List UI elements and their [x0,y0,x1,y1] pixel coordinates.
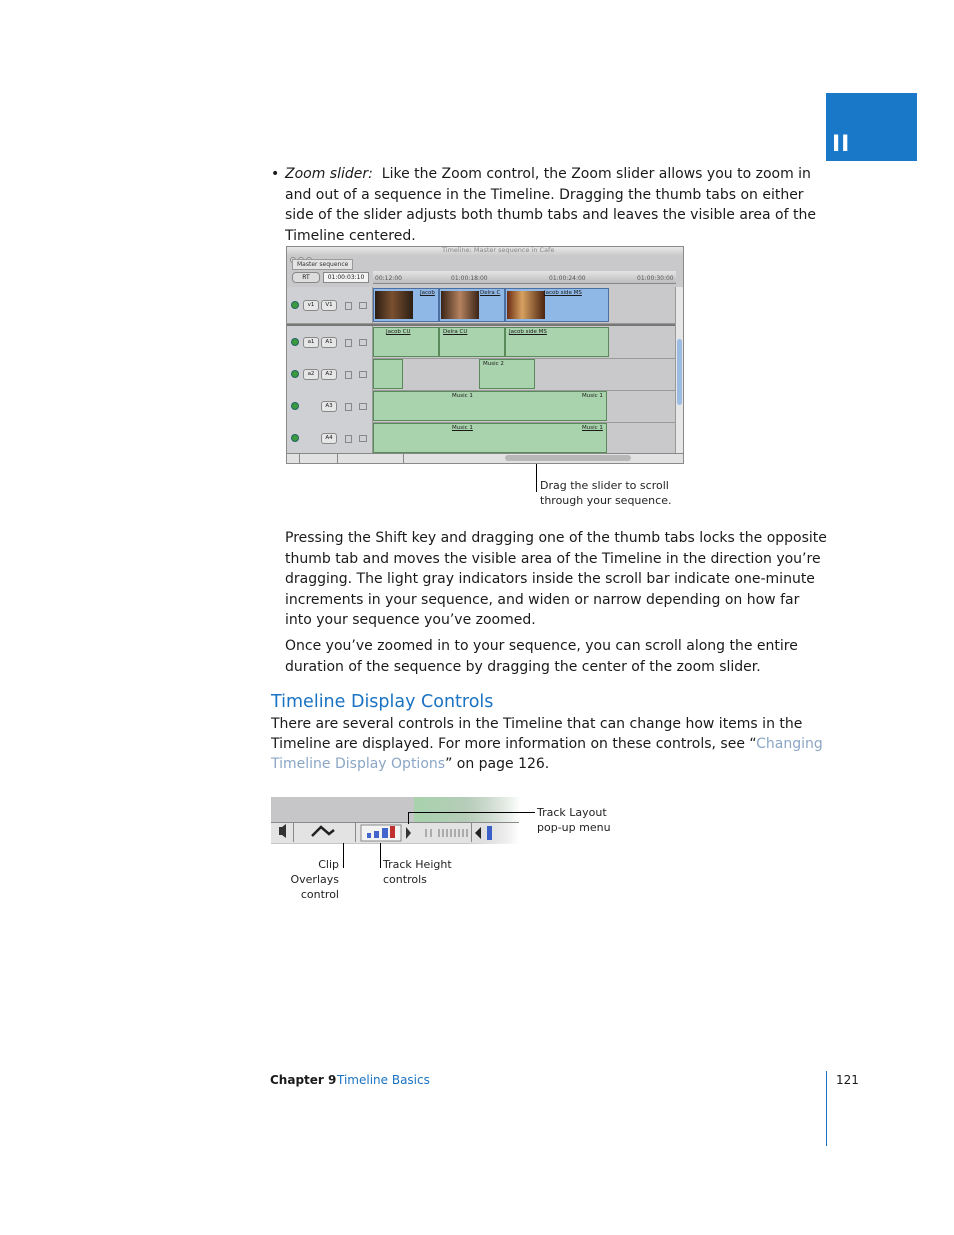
controls-drawing [271,823,519,843]
speaker-icon [279,824,286,838]
bullet-dot: • [271,166,280,182]
clip-name: Music 2 [483,361,504,367]
track-layout-triangle [406,827,411,839]
clip-name: Music 1 [452,425,473,431]
speaker-icon [291,434,299,442]
audio-clip [479,359,535,389]
body-paragraph: Pressing the Shift key and dragging one of the thumb tabs locks the opposite thumb tab and moves the visible area of the Timeline in the direction you’re dragging. The light gray indicators inside the scroll bar indicate one-minute increments in your sequence, and widen or narrow depending on how far into your sequence you’ve zoomed. [285,530,827,628]
video-clip [373,288,439,322]
speaker-icon [291,370,299,378]
time-ruler [373,271,676,284]
auto-select-icon [359,371,367,378]
track-a1 [287,326,678,359]
track-v1 [287,287,678,324]
audio-clip [373,391,607,421]
clip-overlays-icon [312,827,334,836]
callout-line [343,843,344,868]
bar-separator [403,454,404,463]
audio-clip [373,423,607,453]
timecode-field: 01:00:03:10 [323,272,369,283]
lock-icon [345,435,352,443]
lock-icon [345,403,352,411]
bar-separator [299,454,300,463]
ruler-tick: 00:12:00 [375,275,402,282]
track-a3 [287,390,678,423]
clip-name: Music 1 [582,425,603,431]
dest-patch: V1 [321,300,337,311]
track-height-caption: Track Height controls [383,858,452,886]
timeline-controls-screenshot [271,797,519,844]
section-heading: Timeline Display Controls [271,692,494,712]
zoom-slider-thumb [505,455,631,461]
timeline-screenshot [286,246,684,464]
bullet-text: Like the Zoom control, the Zoom slider allows you to zoom in and out of a sequence in the Timeline. Dragging the thumb tabs on either side of the slider adjusts both thumb tabs and leaves the visible area of the Timeline centered. [285,166,816,244]
auto-select-icon [359,339,367,346]
audio-clip [439,327,505,357]
callout-line [536,464,537,492]
dest-patch: A1 [321,337,337,348]
timeline-window-title: Timeline: Master sequence in Cafe [442,246,555,254]
body-paragraph: Once you’ve zoomed in to your sequence, you can scroll along the entire duration of the sequence by dragging the center of the zoom slider. [285,638,798,675]
ruler-tick: 01:00:24:00 [549,275,586,282]
clip-thumbnail [507,291,545,319]
clip-name: Jacob side MS [509,329,547,335]
bar-separator [471,822,472,842]
video-clip [439,288,505,322]
track-controls [287,326,373,358]
clip-name: Music 1 [452,393,473,399]
track-controls [287,390,373,422]
page-number: 121 [836,1073,859,1087]
footer-rule [826,1071,827,1146]
bar-separator [293,822,294,842]
video-clip [505,288,609,322]
clip-thumbnail [375,291,413,319]
intro-text-end: ” on page 126. [445,756,550,772]
controls-strip [271,822,519,843]
part-tab-label: II [832,132,851,157]
track-controls [287,358,373,390]
speaker-icon [291,338,299,346]
speaker-icon [291,402,299,410]
bar-separator [337,454,338,463]
auto-select-icon [359,403,367,410]
clip-name: Jacob [420,290,435,296]
track-controls [287,287,373,323]
bullet-term: Zoom slider: [285,166,373,182]
track-a2 [287,358,678,391]
lock-icon [345,302,352,310]
clip-name: Jacob CU [386,329,411,335]
cross-reference-link[interactable]: Changing Timeline Display Options [271,736,823,772]
clip-name: Music 1 [582,393,603,399]
clip-overlays-caption: Clip Overlays control [290,858,339,901]
slider-caption: Drag the slider to scroll through your sequence. [540,479,672,507]
timeline-bottom-bar [287,453,683,463]
track-visibility-icon [291,301,299,309]
source-patch: v1 [303,300,319,311]
ruler-tick: 01:00:18:00 [451,275,488,282]
callout-line [380,843,381,868]
callout-line [408,812,409,824]
audio-clip [505,327,609,357]
track-a4 [287,422,678,454]
ruler-tick: 01:00:30:00 [637,275,674,282]
source-patch: a1 [303,337,319,348]
footer-chapter: Chapter 9 [270,1073,337,1087]
auto-select-icon [359,302,367,309]
audio-track-area [414,797,519,822]
sequence-tab: Master sequence [292,259,353,270]
callout-line [408,812,535,813]
audio-clip [373,359,403,389]
dest-patch: A4 [321,433,337,444]
bar-separator [355,822,356,842]
footer-chapter-title: Timeline Basics [337,1073,430,1087]
part-tab [826,93,917,161]
dest-patch: A2 [321,369,337,380]
clip-name: Jacob side MS [544,290,582,296]
source-patch: a2 [303,369,319,380]
zoom-slider-bullet [271,164,831,246]
track-controls [287,422,373,454]
auto-select-icon [359,435,367,442]
clip-name: Delra C [480,290,501,296]
track-layout-caption: Track Layout pop-up menu [537,806,611,834]
dest-patch: A3 [321,401,337,412]
clip-thumbnail [441,291,479,319]
rt-button: RT [292,272,320,283]
intro-text: There are several controls in the Timeline that can change how items in the Timeline are displayed. For more information on these controls, see “ [271,716,803,752]
lock-icon [345,371,352,379]
vertical-scrollbar [675,287,683,455]
audio-clip [373,327,439,357]
clip-name: Delra CU [443,329,468,335]
scroll-thumb [677,339,682,405]
timeline-title-bar [287,247,683,256]
section-intro [271,714,831,774]
lock-icon [345,339,352,347]
